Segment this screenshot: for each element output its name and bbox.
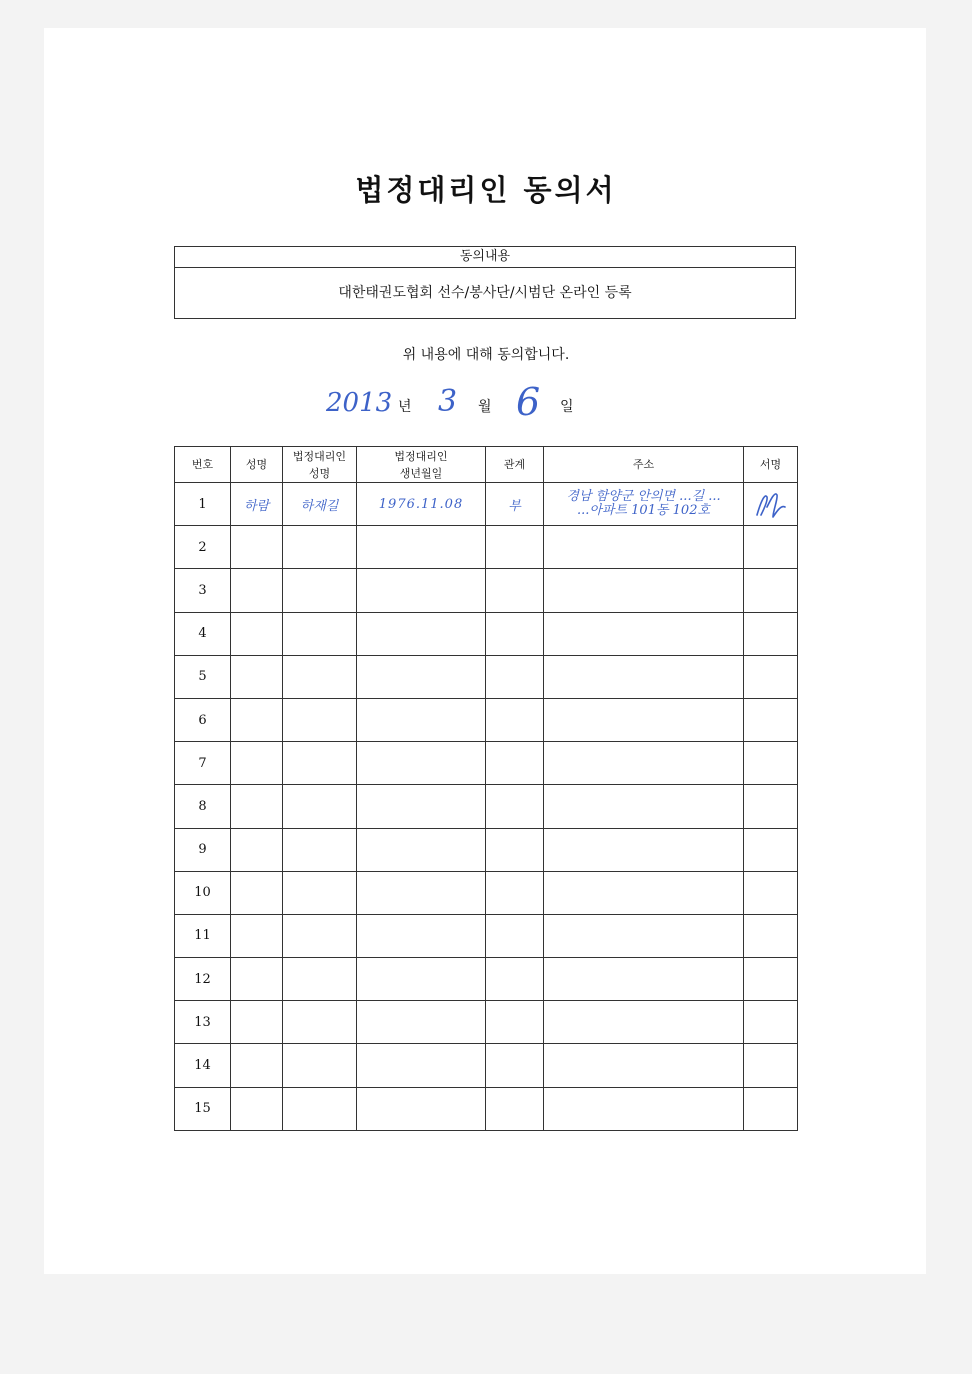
row-number: 8: [175, 785, 231, 828]
guardian-birth-cell: [357, 871, 486, 914]
relation-cell: [486, 655, 544, 698]
guardian-birth-cell: [357, 958, 486, 1001]
relation-cell: 부: [486, 483, 544, 526]
guardian-name-cell: 하재길: [283, 483, 357, 526]
signature-cell: [744, 655, 798, 698]
guardian-birth-cell: [357, 742, 486, 785]
row-number: 11: [175, 914, 231, 957]
row-number: 6: [175, 698, 231, 741]
signature-cell: [744, 569, 798, 612]
relation-cell: [486, 1087, 544, 1130]
guardian-name-cell: [283, 1044, 357, 1087]
consent-header: 동의내용: [175, 247, 795, 268]
header-no: 번호: [175, 447, 231, 483]
guardian-birth-cell: [357, 1087, 486, 1130]
table-row: [175, 828, 798, 871]
guardian-name-cell: [283, 871, 357, 914]
name-cell: [231, 1001, 283, 1044]
row-number: 9: [175, 828, 231, 871]
guardian-birth-cell: 1976.11.08: [357, 483, 486, 526]
name-cell: [231, 1044, 283, 1087]
guardian-name-cell: [283, 569, 357, 612]
date-month-label: 월: [478, 399, 492, 415]
relation-cell: [486, 785, 544, 828]
table-row: [175, 914, 798, 957]
address-cell: [544, 698, 744, 741]
address-cell: [544, 828, 744, 871]
signature-cell: [744, 742, 798, 785]
date-year-label: 년: [398, 399, 412, 415]
address-cell: [544, 569, 744, 612]
name-cell: [231, 828, 283, 871]
header-guardian-birth-line1: 법정대리인: [394, 449, 448, 463]
address-cell: [544, 612, 744, 655]
header-address: 주소: [544, 447, 744, 483]
row-number: 1: [175, 483, 231, 526]
relation-cell: [486, 569, 544, 612]
registration-table: [174, 446, 798, 1131]
date-day-label: 일: [560, 399, 574, 415]
address-line-1: 경남 함양군 안의면 ...길 ...: [566, 489, 721, 505]
guardian-name-cell: [283, 698, 357, 741]
table-row: [175, 569, 798, 612]
document-title: 법정대리인 동의서: [355, 173, 617, 207]
guardian-name-cell: [283, 1087, 357, 1130]
agree-statement: 위 내용에 대해 동의합니다.: [402, 347, 570, 363]
signature-cell: [744, 1087, 798, 1130]
guardian-birth-cell: [357, 526, 486, 569]
guardian-birth-cell: [357, 785, 486, 828]
name-cell: 하람: [231, 483, 283, 526]
guardian-birth-cell: [357, 914, 486, 957]
name-cell: [231, 569, 283, 612]
address-cell: [544, 1001, 744, 1044]
guardian-name-cell: [283, 526, 357, 569]
header-guardian-birth-line2: 생년월일: [399, 466, 443, 480]
table-row: [175, 655, 798, 698]
relation-cell: [486, 742, 544, 785]
row-number: 14: [175, 1044, 231, 1087]
address-cell: [544, 655, 744, 698]
relation-cell: [486, 958, 544, 1001]
address-cell: [544, 914, 744, 957]
name-cell: [231, 1087, 283, 1130]
name-cell: [231, 871, 283, 914]
row-number: 2: [175, 526, 231, 569]
signature-cell: [744, 914, 798, 957]
guardian-birth-cell: [357, 1001, 486, 1044]
row-number: 10: [175, 871, 231, 914]
date-row: [0, 380, 972, 430]
name-cell: [231, 698, 283, 741]
guardian-name-cell: [283, 958, 357, 1001]
guardian-birth-cell: [357, 612, 486, 655]
consent-box: [174, 246, 796, 319]
date-day-handwritten: 6: [516, 380, 541, 424]
address-cell: [544, 785, 744, 828]
address-cell: [544, 742, 744, 785]
signature-cell: [744, 785, 798, 828]
table-row: [175, 698, 798, 741]
signature-cell: [744, 958, 798, 1001]
guardian-name-cell: [283, 828, 357, 871]
relation-cell: [486, 698, 544, 741]
signature-cell: [744, 828, 798, 871]
row-number: 5: [175, 655, 231, 698]
row-number: 4: [175, 612, 231, 655]
table-row: [175, 1087, 798, 1130]
relation-cell: [486, 1001, 544, 1044]
name-cell: [231, 914, 283, 957]
name-cell: [231, 526, 283, 569]
table-row: [175, 612, 798, 655]
guardian-name-cell: [283, 785, 357, 828]
guardian-name-cell: [283, 612, 357, 655]
handwritten-signature-icon: [751, 487, 791, 521]
header-guardian-name-line2: 성명: [308, 466, 331, 480]
table-row: [175, 785, 798, 828]
row-number: 3: [175, 569, 231, 612]
table-row: [175, 1001, 798, 1044]
guardian-birth-cell: [357, 569, 486, 612]
table-row: [175, 871, 798, 914]
header-guardian-name: [283, 447, 357, 483]
guardian-birth-cell: [357, 828, 486, 871]
header-guardian-name-line1: 법정대리인: [292, 449, 347, 463]
signature-cell: [744, 698, 798, 741]
relation-cell: [486, 526, 544, 569]
relation-cell: [486, 914, 544, 957]
guardian-name-cell: [283, 655, 357, 698]
guardian-birth-cell: [357, 1044, 486, 1087]
guardian-name-cell: [283, 742, 357, 785]
address-cell: [544, 483, 744, 526]
header-name: 성명: [231, 447, 283, 483]
address-cell: [544, 1044, 744, 1087]
header-signature: 서명: [744, 447, 798, 483]
row-number: 13: [175, 1001, 231, 1044]
signature-cell: [744, 483, 798, 526]
signature-cell: [744, 1001, 798, 1044]
table-row: [175, 742, 798, 785]
name-cell: [231, 958, 283, 1001]
signature-cell: [744, 871, 798, 914]
table-row: [175, 483, 798, 526]
relation-cell: [486, 1044, 544, 1087]
table-header-row: [175, 447, 798, 483]
row-number: 12: [175, 958, 231, 1001]
date-year-handwritten: 2013: [326, 388, 393, 418]
signature-cell: [744, 1044, 798, 1087]
guardian-name-cell: [283, 1001, 357, 1044]
address-cell: [544, 958, 744, 1001]
address-line-2: ...아파트 101동 102호: [576, 503, 711, 519]
signature-cell: [744, 612, 798, 655]
table-row: [175, 1044, 798, 1087]
date-month-handwritten: 3: [438, 384, 458, 419]
signature-cell: [744, 526, 798, 569]
consent-body: 대한태권도협회 선수/봉사단/시범단 온라인 등록: [338, 285, 632, 301]
row-number: 15: [175, 1087, 231, 1130]
name-cell: [231, 742, 283, 785]
name-cell: [231, 655, 283, 698]
guardian-name-cell: [283, 914, 357, 957]
name-cell: [231, 612, 283, 655]
relation-cell: [486, 612, 544, 655]
address-cell: [544, 526, 744, 569]
table-row: [175, 958, 798, 1001]
guardian-birth-cell: [357, 698, 486, 741]
address-cell: [544, 1087, 744, 1130]
relation-cell: [486, 871, 544, 914]
guardian-birth-cell: [357, 655, 486, 698]
relation-cell: [486, 828, 544, 871]
header-guardian-birth: [357, 447, 486, 483]
row-number: 7: [175, 742, 231, 785]
table-row: [175, 526, 798, 569]
address-cell: [544, 871, 744, 914]
header-relation: 관계: [486, 447, 544, 483]
name-cell: [231, 785, 283, 828]
